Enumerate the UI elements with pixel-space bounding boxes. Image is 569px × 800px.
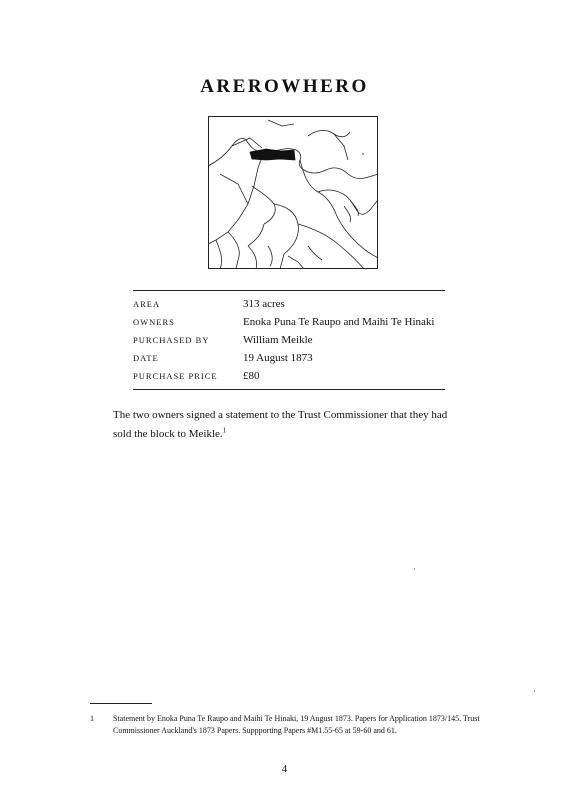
- scan-speck: [414, 568, 415, 570]
- page-number: 4: [281, 763, 288, 775]
- footnote-divider: [90, 703, 152, 704]
- date-value: 19 August 1873: [243, 352, 313, 364]
- detail-row-owners: [133, 313, 445, 331]
- date-label: DATE: [133, 353, 159, 363]
- area-label: AREA: [133, 299, 161, 309]
- footnote-text: Statement by Enoka Puna Te Raupo and Maihi Te Hinaki, 19 August 1873. Papers for Application 1873/145. Trust Commissioner Auckland's 1873 Papers. Suppporting Papers #M1.55-65 at 59-60 and 61.: [113, 714, 480, 735]
- purchased-by-value: William Meikle: [243, 334, 313, 346]
- page-title: AREROWHERO: [200, 76, 369, 97]
- block-location-map: [208, 116, 378, 269]
- detail-row-date: [133, 349, 445, 367]
- footnote-number: 1: [90, 714, 94, 723]
- owners-value: Enoka Puna Te Raupo and Maihi Te Hinaki: [243, 316, 435, 328]
- purchased-by-label: PURCHASED BY: [133, 335, 210, 345]
- purchase-price-label: PURCHASE PRICE: [133, 371, 218, 381]
- detail-row-purchased-by: [133, 331, 445, 349]
- owners-label: OWNERS: [133, 317, 175, 327]
- area-value: 313 acres: [243, 298, 285, 310]
- body-text: The two owners signed a statement to the Trust Commissioner that they had sold the block to Meikle.: [113, 409, 448, 440]
- detail-row-purchase-price: [133, 367, 445, 385]
- scan-speck: [534, 690, 535, 692]
- detail-row-area: [133, 295, 445, 313]
- body-paragraph: [113, 406, 463, 444]
- block-details-table: [133, 290, 445, 390]
- purchase-price-value: £80: [243, 370, 260, 382]
- footnote-reference: 1: [222, 426, 227, 435]
- footnote: [90, 713, 490, 737]
